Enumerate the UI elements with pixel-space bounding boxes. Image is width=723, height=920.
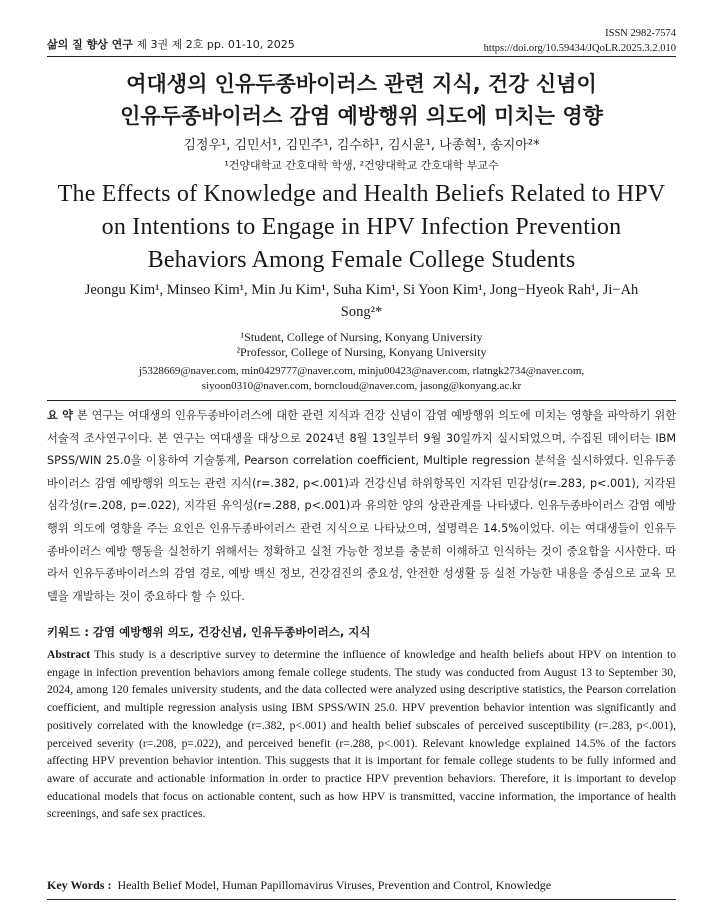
author-emails: [30, 364, 693, 394]
korean-abstract-label: 요 약: [47, 409, 73, 422]
english-keywords-label: Key Words :: [47, 878, 112, 892]
english-abstract-text: This study is a descriptive survey to determine the influence of knowledge and health beliefs about HPV on intention to engage in infection prevention behaviors among female college students. The study was conducted from August 13 to September 30, 2024, among 120 females university students, and the data collected were analyzed using descriptive statistics, the Pearson correlation coefficient, and multiple regression analysis using IBM SPSS/WIN 25.0. HPV prevention behavior intention was significantly and positively correlated with the knowledge (r=.382, p<.001) and health belief subscales of perceived susceptibility (r=.283, p<.001), perceived severity (r=.208, p=.022), and perceived benefit (r=.288, p<.001). Relevant knowledge explained 14.5% of the factors affecting HPV prevention behavior intention. This suggests that it is important for female college students to be fully informed and aware of accurate and actionable information in order to practice HPV prevention behaviors. Therefore, it is important to develop educational models that focus on actionable content, such as how HPV is transmitted, vaccine information, the importance of health screenings, and safe sex practices.: [47, 648, 676, 821]
english-authors: Jeongu Kim¹, Minseo Kim¹, Min Ju Kim¹, Suha Kim¹, Si Yoon Kim¹, Jong−Hyeok Rah¹, Ji−Ah Song²*: [84, 282, 639, 320]
affiliation-student: ¹Student, College of Nursing, Konyang University: [240, 330, 483, 344]
footer-rule: [47, 899, 676, 900]
journal-header: [47, 36, 295, 52]
issn: ISSN 2982-7574: [605, 28, 676, 39]
english-keywords: [47, 878, 676, 893]
abstract-top-rule: [47, 400, 676, 401]
english-title-line1: The Effects of Knowledge and Health Beliefs Related to HPV: [57, 181, 666, 207]
english-keywords-text: Health Belief Model, Human Papillomavirus Viruses, Prevention and Control, Knowledge: [117, 878, 552, 892]
emails-line1[interactable]: j5328669@naver.com, min0429777@naver.com, minju00423@naver.com, rlatngk2734@naver.com,: [138, 365, 585, 377]
korean-title-line1: 여대생의 인유두종바이러스 관련 지식, 건강 신념이: [126, 72, 597, 96]
korean-title: [40, 68, 683, 132]
doi-link[interactable]: https://doi.org/10.59434/JQoLR.2025.3.2.010: [483, 43, 676, 54]
english-title-line3: Behaviors Among Female College Students: [147, 247, 576, 273]
english-abstract-label: Abstract: [47, 648, 91, 661]
korean-affiliations: ¹건양대학교 간호대학 학생, ²건양대학교 간호대학 부교수: [224, 159, 499, 172]
english-abstract: [47, 646, 676, 823]
korean-keywords: 키워드 : 감염 예방행위 의도, 건강신념, 인유두종바이러스, 지식: [47, 625, 371, 639]
english-affiliations: [40, 330, 683, 360]
korean-abstract-text: 본 연구는 여대생의 인유두종바이러스에 대한 관련 지식과 건강 신념이 감염 예방행위 의도에 미치는 영향을 파악하기 위한 서술적 조사연구이다. 본 연구는 여대생을 대상으로 2024년 8월 13일부터 9월 30일까지 실시되었으며, 수집된 데이터는 IBM SPSS/WIN 25.0을 이용하여 기술통계, Pearson correlation coefficient, Multiple regression 분석을 실시하였다. 인유두종바이러스 감염 예방행위 의도는 관련 지식(r=.382, p<.001)과 건강신념 하위항목인 지각된 민감성(r=.283, p<.001), 지각된 심각성(r=.208, p=.022), 지각된 유익성(r=.288, p<.001)과 유의한 양의 상관관계를 나타냈다. 인유두종바이러스 감염 예방행위 의도에 영향을 주는 요인은 인유두종바이러스 관련 지식으로 나타났으며, 설명력은 14.5%이었다. 이는 여대생들이 인유두종바이러스 예방 행동을 실천하기 위해서는 정확하고 실천 가능한 정보를 충분히 이해하고 인식하는 것이 중요함을 시사한다. 따라서 인유두종바이러스의 감염 경로, 예방 백신 정보, 건강검진의 중요성, 안전한 성생활 등 실천 가능한 내용을 중심으로 교육 모델을 개발하는 것이 중요하다 할 수 있다.: [47, 409, 676, 603]
korean-authors: 김정우¹, 김민서¹, 김민주¹, 김수하¹, 김시윤¹, 나종혁¹, 송지아²*: [183, 138, 540, 153]
korean-title-line2: 인유두종바이러스 감염 예방행위 의도에 미치는 영향: [120, 104, 603, 128]
issn-doi-block: [484, 26, 676, 56]
korean-abstract: [47, 405, 676, 608]
header-rule: [47, 56, 676, 57]
english-title-line2: on Intentions to Engage in HPV Infection Prevention: [101, 214, 622, 240]
journal-name: 삶의 질 향상 연구: [47, 38, 133, 51]
affiliation-professor: ²Professor, College of Nursing, Konyang University: [236, 345, 487, 359]
emails-line2[interactable]: siyoon0310@naver.com, borncloud@naver.com, jasong@konyang.ac.kr: [201, 380, 522, 392]
volume-info: 제 3권 제 2호 pp. 01-10, 2025: [132, 38, 295, 51]
english-title: [40, 178, 683, 277]
